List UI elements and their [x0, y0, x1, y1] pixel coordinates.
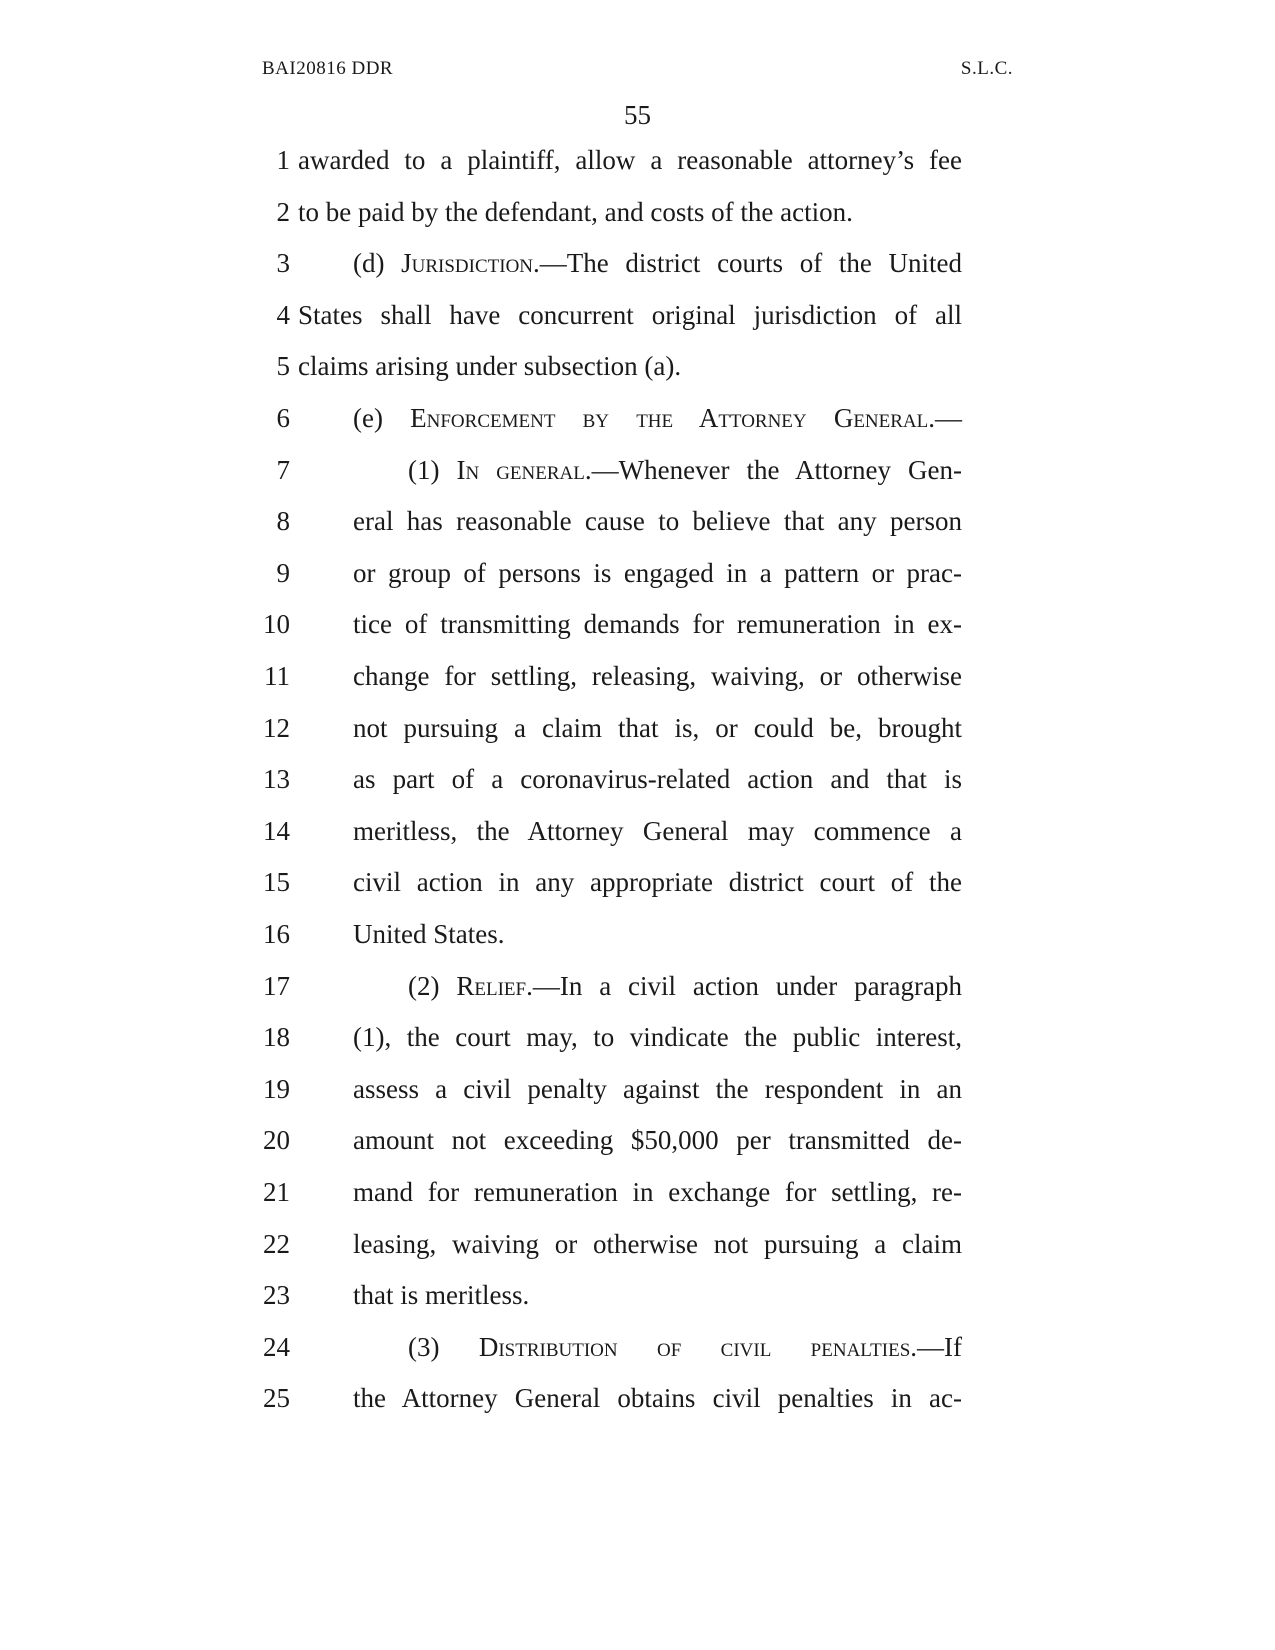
text-line — [0, 1172, 1275, 1212]
line-text: that is meritless. — [353, 1280, 530, 1310]
line-number: 5 — [276, 351, 290, 381]
line-number: 9 — [276, 558, 290, 588]
line-text: United States. — [353, 919, 505, 949]
line-number: 4 — [276, 300, 290, 330]
line-number: 14 — [263, 816, 290, 846]
line-text-rest: .—The district courts of the United — [533, 248, 962, 278]
line-number: 25 — [263, 1383, 290, 1413]
line-number: 17 — [263, 971, 290, 1001]
line-text-rest: .—In a civil action under paragraph — [526, 971, 963, 1001]
text-line — [0, 1378, 1275, 1418]
line-text: to be paid by the defendant, and costs of the action. — [298, 197, 853, 227]
subsection-label: (e) — [353, 403, 411, 433]
line-text — [408, 1327, 962, 1367]
section-heading: Enforcement by the Attorney General — [410, 403, 929, 433]
line-text: leasing, waiving or otherwise not pursuing a claim — [353, 1229, 962, 1259]
line-text: or group of persons is engaged in a pattern or prac- — [353, 558, 962, 588]
line-text: as part of a coronavirus-related action and that is — [353, 764, 962, 794]
text-line — [0, 1017, 1275, 1057]
line-text: (1), the court may, to vindicate the public interest, — [353, 1022, 962, 1052]
office-code: S.L.C. — [960, 58, 1013, 79]
text-line — [0, 346, 1275, 386]
line-number: 21 — [263, 1177, 290, 1207]
section-heading: Relief — [456, 971, 527, 1001]
line-text: meritless, the Attorney General may commence a — [353, 816, 962, 846]
text-line — [0, 604, 1275, 644]
text-line — [0, 914, 1275, 954]
line-number: 24 — [263, 1332, 290, 1362]
text-line — [0, 966, 1275, 1006]
paragraph-label: (3) — [408, 1332, 479, 1362]
line-text: awarded to a plaintiff, allow a reasonable attorney’s fee — [298, 145, 962, 175]
line-number: 7 — [276, 455, 290, 485]
line-number: 12 — [263, 713, 290, 743]
paragraph-label: (2) — [408, 971, 457, 1001]
text-line — [0, 1275, 1275, 1315]
text-line — [0, 140, 1275, 180]
line-number: 19 — [263, 1074, 290, 1104]
line-text: amount not exceeding $50,000 per transmitted de- — [353, 1125, 962, 1155]
text-line — [0, 398, 1275, 438]
line-text: States shall have concurrent original jurisdiction of all — [298, 300, 962, 330]
text-line — [0, 501, 1275, 541]
line-text — [408, 966, 962, 1006]
paragraph-label: (1) — [408, 455, 457, 485]
line-number: 13 — [263, 764, 290, 794]
text-line — [0, 192, 1275, 232]
line-text: eral has reasonable cause to believe that any person — [353, 506, 962, 536]
text-line — [0, 295, 1275, 335]
line-number: 8 — [276, 506, 290, 536]
page-number: 55 — [624, 100, 651, 130]
line-number: 11 — [264, 661, 290, 691]
text-line — [0, 1327, 1275, 1367]
line-text: change for settling, releasing, waiving, or otherwise — [353, 661, 962, 691]
line-number: 10 — [263, 609, 290, 639]
document-id: BAI20816 DDR — [262, 58, 394, 79]
line-text — [353, 398, 962, 438]
text-line — [0, 450, 1275, 490]
line-text: the Attorney General obtains civil penalties in ac- — [353, 1383, 962, 1413]
text-line — [0, 759, 1275, 799]
text-line — [0, 1120, 1275, 1160]
subsection-label: (d) — [353, 248, 402, 278]
section-heading: In general — [456, 455, 585, 485]
text-line — [0, 1069, 1275, 1109]
line-number: 18 — [263, 1022, 290, 1052]
line-text-rest: .—If — [910, 1332, 963, 1362]
line-text: assess a civil penalty against the respondent in an — [353, 1074, 962, 1104]
text-line — [0, 708, 1275, 748]
line-number: 1 — [276, 145, 290, 175]
line-number: 6 — [276, 403, 290, 433]
text-line — [0, 553, 1275, 593]
line-text — [408, 450, 962, 490]
line-text: tice of transmitting demands for remuneration in ex- — [353, 609, 962, 639]
text-line — [0, 811, 1275, 851]
line-number: 2 — [276, 197, 290, 227]
line-number: 20 — [263, 1125, 290, 1155]
line-number: 3 — [276, 248, 290, 278]
line-number: 23 — [263, 1280, 290, 1310]
section-heading: Jurisdiction — [401, 248, 534, 278]
section-heading: Distribution of civil penalties — [478, 1332, 911, 1362]
line-text-rest: .—Whenever the Attorney Gen- — [584, 455, 963, 485]
text-line — [0, 1224, 1275, 1264]
line-text — [353, 243, 962, 283]
line-text: civil action in any appropriate district court of the — [353, 867, 962, 897]
line-text: mand for remuneration in exchange for settling, re- — [353, 1177, 962, 1207]
line-number: 22 — [263, 1229, 290, 1259]
line-text: not pursuing a claim that is, or could be, brought — [353, 713, 962, 743]
text-line — [0, 656, 1275, 696]
text-line — [0, 862, 1275, 902]
line-number: 15 — [263, 867, 290, 897]
line-text-rest: .— — [928, 403, 963, 433]
line-text: claims arising under subsection (a). — [298, 351, 682, 381]
line-number: 16 — [263, 919, 290, 949]
text-line — [0, 243, 1275, 283]
